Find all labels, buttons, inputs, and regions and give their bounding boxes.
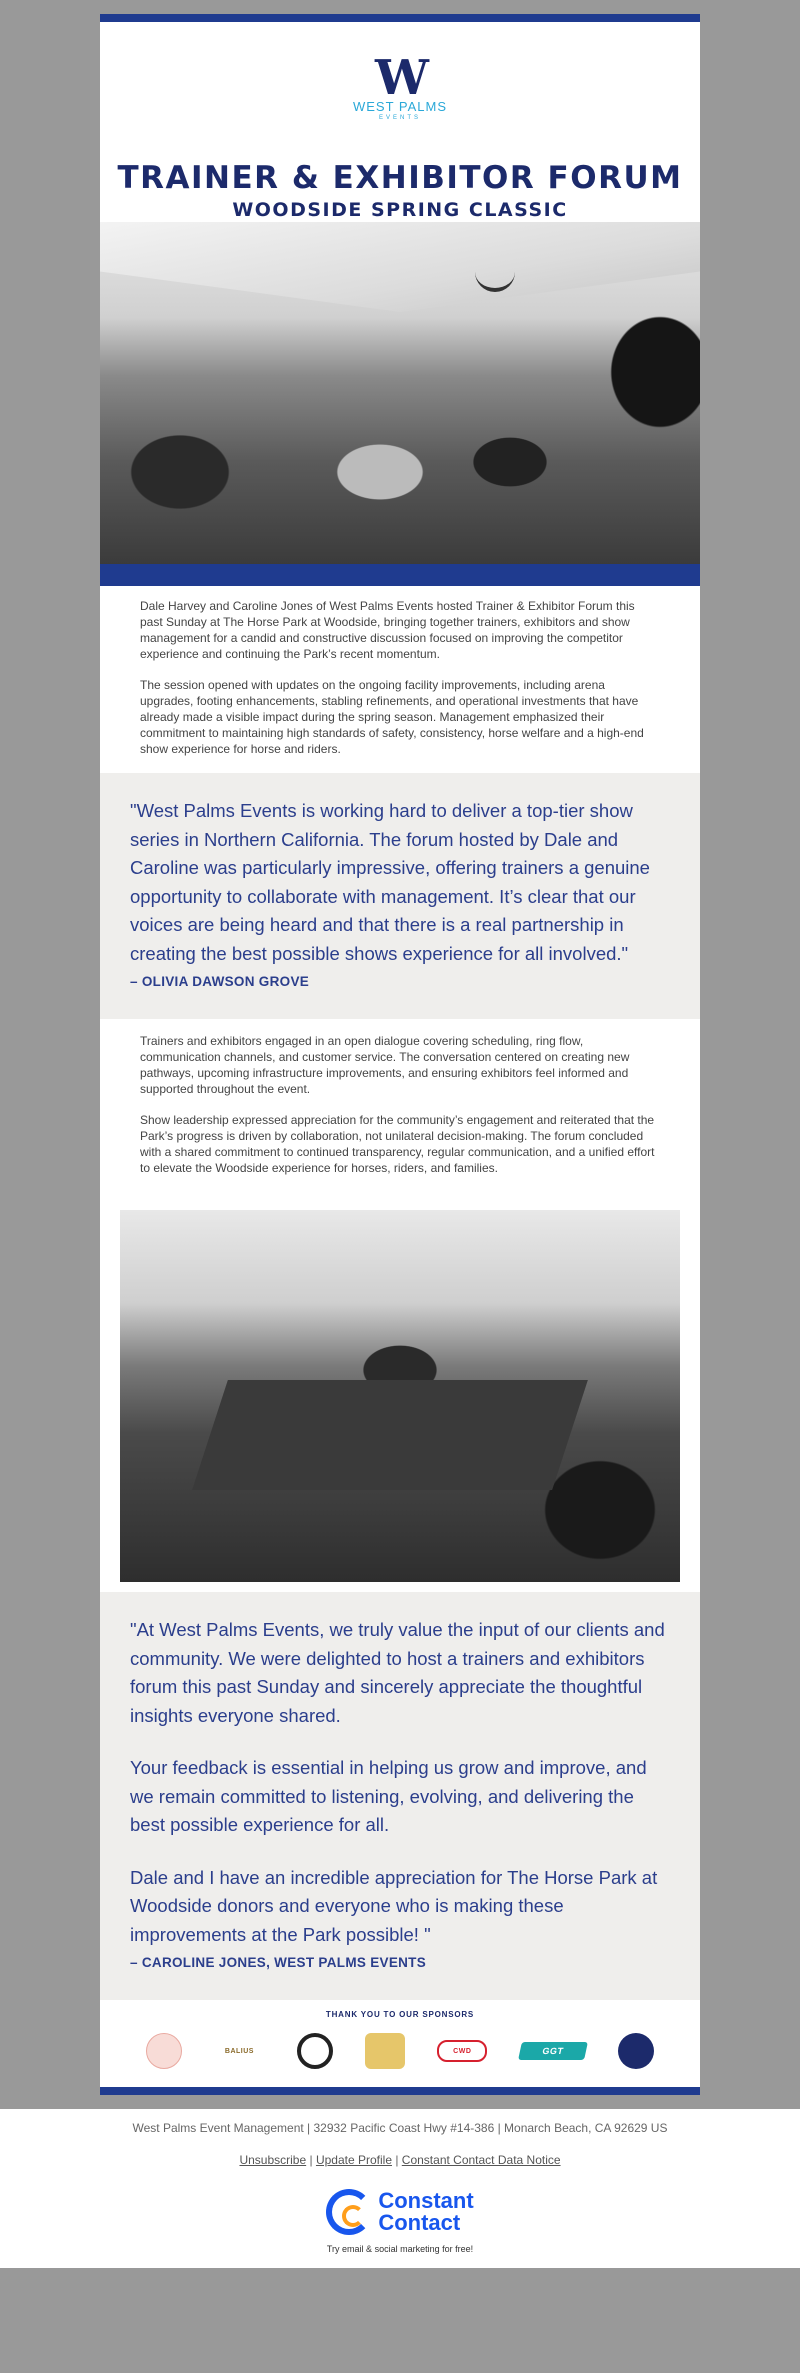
top-accent-bar: [100, 14, 700, 22]
logo-subtext: EVENTS: [378, 115, 421, 121]
forum-photo-2-wrap: [100, 1192, 700, 1592]
footer-separator-2: |: [392, 2153, 402, 2167]
forum-photo-tent: [100, 222, 700, 564]
sponsor-logo-row: [100, 2033, 700, 2069]
logo-name: WEST PALMS: [352, 99, 448, 114]
email-container: [100, 14, 700, 2095]
bottom-accent-bar: [100, 2087, 700, 2095]
unsubscribe-link[interactable]: Unsubscribe: [239, 2153, 307, 2167]
sponsor-4-logo[interactable]: [365, 2033, 405, 2069]
quote-2-author: – CAROLINE JONES, WEST PALMS EVENTS: [130, 1955, 427, 1970]
quote-2-paragraph-2: Your feedback is essential in helping us grow and improve, and we remain committed to listening, evolving, and delivering the best possible experience for all.: [130, 1757, 647, 1835]
quote-block-1: [100, 773, 700, 1019]
sponsor-ggt-logo[interactable]: GGT: [518, 2042, 588, 2060]
quote-2-paragraph-3: Dale and I have an incredible appreciation for The Horse Park at Woodside donors and everyone who is making these improvements at the Park possible! ": [130, 1866, 658, 1945]
cc-word-1: Constant: [378, 2188, 474, 2213]
intro-paragraph-2: The session opened with updates on the ongoing facility improvements, including arena upgrades, footing enhancements, stabling refinements, and operational investments that have already made a visible impact during the spring season. Management emphasized their commitment to maintaining high standards of safety, consistency, horse welfare and a high-end show experience for horse and riders.: [140, 678, 644, 756]
intro-text: [100, 586, 700, 773]
quote-1-text: "West Palms Events is working hard to deliver a top-tier show series in Northern California. The forum hosted by Dale and Caroline was particularly impressive, offering trainers a genuine opportunity to collaborate with management. It’s clear that our voices are being heard and that there is a real partnership in creating the best possible shows experience for all involved.": [130, 800, 650, 964]
constant-contact-icon: [326, 2189, 372, 2235]
sponsor-7-logo[interactable]: [618, 2033, 654, 2069]
table-shape: [192, 1380, 588, 1490]
page-title: TRAINER & EXHIBITOR FORUM: [117, 160, 683, 196]
west-palms-logo[interactable]: [100, 50, 700, 122]
sponsor-1-logo[interactable]: [146, 2033, 182, 2069]
middle-text: [100, 1019, 700, 1192]
quote-block-2: [100, 1592, 700, 2000]
data-notice-link[interactable]: Constant Contact Data Notice: [401, 2153, 561, 2167]
footer-address: West Palms Event Management | 32932 Pacific Coast Hwy #14-386 | Monarch Beach, CA 92629 US: [132, 2121, 668, 2135]
sponsor-3-logo[interactable]: [297, 2033, 333, 2069]
intro-paragraph-1: Dale Harvey and Caroline Jones of West Palms Events hosted Trainer & Exhibitor Forum this past Sunday at The Horse Park at Woodside, bringing together trainers, exhibitors and show management for a candid and constructive discussion focused on improving the competitor experience and continuing the Park’s recent momentum.: [140, 599, 635, 661]
constant-contact-logo[interactable]: [326, 2189, 473, 2235]
tent-canopy-shape: [100, 222, 700, 312]
quote-1-author: – OLIVIA DAWSON GROVE: [130, 974, 310, 989]
footer-separator-1: |: [306, 2153, 316, 2167]
page-subtitle: WOODSIDE SPRING CLASSIC: [232, 199, 568, 221]
sponsors-title: THANK YOU TO OUR SPONSORS: [325, 2010, 475, 2019]
update-profile-link[interactable]: Update Profile: [315, 2153, 392, 2167]
email-footer: [0, 2109, 800, 2268]
constant-contact-wordmark: [378, 2190, 473, 2234]
email-header: [100, 22, 700, 222]
forum-photo-table: [120, 1210, 680, 1582]
sponsor-cwd-logo[interactable]: CWD: [437, 2040, 487, 2062]
footer-links: [0, 2151, 800, 2169]
mid-accent-bar: [100, 564, 700, 586]
middle-paragraph-2: Show leadership expressed appreciation for the community’s engagement and reiterated that the Park’s progress is driven by collaboration, not unilateral decision-making. The forum concluded with a shared commitment to continued transparency, regular communication, and a unified effort to elevate the Woodside experience for horses, riders, and families.: [140, 1113, 655, 1175]
middle-paragraph-1: Trainers and exhibitors engaged in an open dialogue covering scheduling, ring flow, communication channels, and customer service. The conversation centered on creating new pathways, upcoming infrastructure improvements, and ensuring exhibitors feel informed and supported throughout the event.: [140, 1034, 630, 1096]
logo-mark: W: [375, 50, 425, 106]
quote-2-paragraph-1: "At West Palms Events, we truly value the input of our clients and community. We were delighted to host a trainers and exhibitors forum this past Sunday and sincerely appreciate the thoughtful insights everyone shared.: [130, 1619, 665, 1726]
sponsor-balius-logo[interactable]: BALIUS: [224, 2047, 254, 2055]
constant-contact-tagline[interactable]: Try email & social marketing for free!: [326, 2244, 474, 2254]
sponsors-section: [100, 2000, 700, 2087]
cc-word-2: Contact: [378, 2210, 461, 2235]
